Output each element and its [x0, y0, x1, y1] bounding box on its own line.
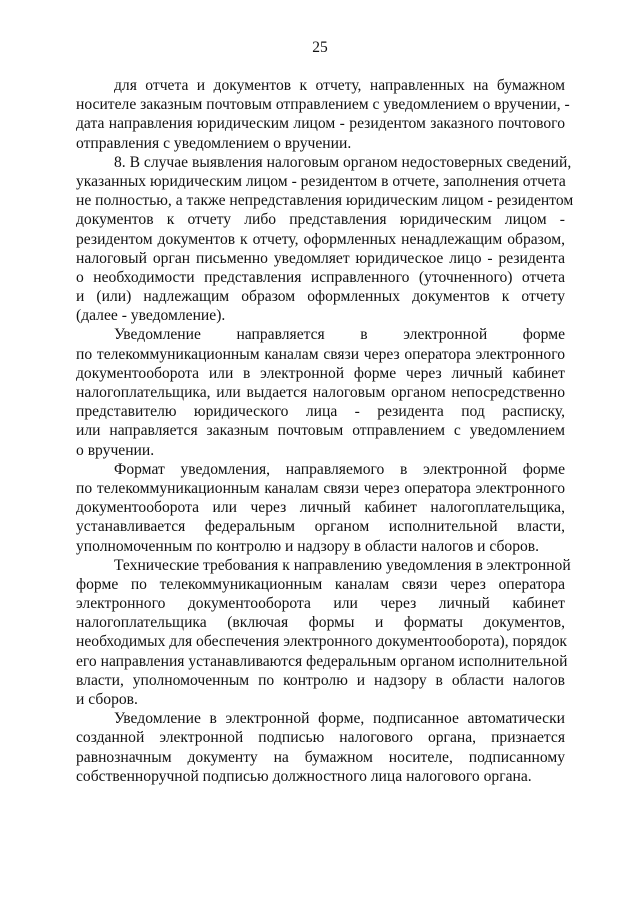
text-line: по телекоммуникационным каналам связи через оператора электронного	[76, 479, 565, 497]
text-line: Уведомление в электронной форме, подписанное автоматически	[114, 710, 565, 728]
text-line: Уведомление направляется в электронной форме	[114, 326, 565, 344]
text-line: резидентом документов к отчету, оформленных ненадлежащим образом,	[76, 230, 565, 248]
text-line: налогоплательщика, или выдается налоговым органом непосредственно	[76, 384, 565, 401]
text-line: носителе заказным почтовым отправлением с уведомлением о вручении, -	[76, 96, 570, 114]
text-line: налогоплательщика (включая формы и форматы документов,	[76, 614, 565, 632]
text-line: власти, уполномоченным по контролю и надзору в области налогов	[76, 671, 565, 689]
text-line: его направления устанавливаются федеральным органом исполнительной	[76, 652, 568, 670]
document-body	[76, 76, 574, 786]
text-line: устанавливается федеральным органом исполнительной власти,	[76, 518, 565, 536]
text-line: отправления с уведомлением о вручении.	[76, 134, 352, 152]
page-number: 25	[312, 39, 328, 56]
text-line: для отчета и документов к отчету, направленных на бумажном	[114, 77, 565, 94]
text-line: 8. В случае выявления налоговым органом недостоверных сведений,	[114, 153, 572, 171]
text-line: о необходимости представления исправленного (уточненного) отчета	[76, 268, 565, 286]
text-line: документов к отчету либо представления юридическим лицом -	[76, 211, 565, 229]
text-line: и (или) надлежащим образом оформленных документов к отчету	[76, 288, 565, 306]
text-line: или направляется заказным почтовым отправлением с уведомлением	[76, 422, 565, 440]
text-line: Технические требования к направлению уведомления в электронной	[114, 556, 571, 574]
text-line: документооборота или через личный кабинет налогоплательщика,	[76, 499, 565, 517]
text-line: (далее - уведомление).	[76, 307, 226, 325]
text-line: форме по телекоммуникационным каналам связи через оператора	[76, 575, 565, 593]
text-line: необходимых для обеспечения электронного документооборота), порядок	[76, 633, 567, 651]
text-line: электронного документооборота или через личный кабинет	[76, 595, 565, 613]
text-line: указанных юридическим лицом - резидентом в отчете, заполнения отчета	[76, 172, 566, 190]
text-line: по телекоммуникационным каналам связи через оператора электронного	[76, 345, 565, 363]
text-line: дата направления юридическим лицом - резидентом заказного почтового	[76, 115, 565, 133]
text-line: созданной электронной подписью налогового органа, признается	[76, 729, 565, 747]
text-line: представителю юридического лица - резидента под расписку,	[76, 403, 565, 421]
text-line: собственноручной подписью должностного лица налогового органа.	[76, 767, 532, 785]
text-line: не полностью, а также непредставления юридическим лицом - резидентом	[76, 192, 574, 210]
text-line: Формат уведомления, направляемого в электронной форме	[114, 460, 565, 478]
text-line: налоговый орган письменно уведомляет юридическое лицо - резидента	[76, 249, 565, 267]
text-line: и сборов.	[76, 691, 138, 708]
text-line: документооборота или в электронной форме через личный кабинет	[76, 364, 565, 382]
text-line: равнозначным документу на бумажном носителе, подписанному	[76, 748, 565, 766]
text-line: о вручении.	[76, 441, 155, 459]
text-line: уполномоченным по контролю и надзору в области налогов и сборов.	[76, 537, 540, 555]
